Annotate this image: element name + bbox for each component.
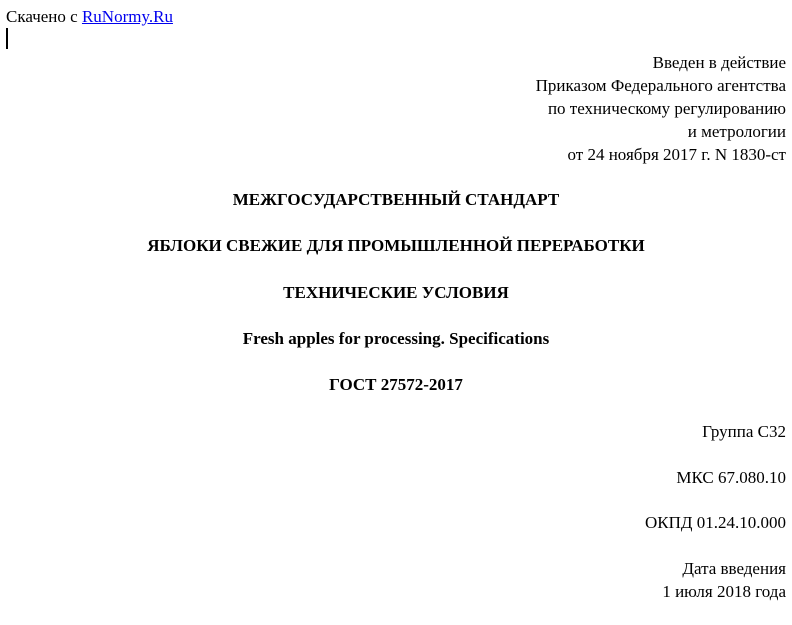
- english-title: Fresh apples for processing. Specifications: [242, 329, 550, 348]
- order-line: Введен в действие: [652, 53, 786, 72]
- standard-subtitle-heading: ТЕХНИЧЕСКИЕ УСЛОВИЯ: [283, 283, 509, 302]
- order-block: [536, 51, 786, 166]
- okpd-code: ОКПД 01.24.10.000: [645, 513, 786, 532]
- order-line: по техническому регулированию: [547, 99, 786, 118]
- order-line: Приказом Федерального агентства: [535, 76, 786, 95]
- order-line: и метрологии: [687, 122, 786, 141]
- effective-date-block: [662, 557, 786, 603]
- mks-code: МКС 67.080.10: [676, 468, 786, 487]
- standard-type-heading: МЕЖГОСУДАРСТВЕННЫЙ СТАНДАРТ: [232, 190, 560, 209]
- order-line: от 24 ноября 2017 г. N 1830-ст: [567, 145, 786, 164]
- text-cursor: [6, 28, 8, 49]
- group-code: Группа С32: [702, 422, 786, 441]
- source-line: [6, 5, 173, 28]
- source-prefix: Скачено с: [6, 7, 78, 26]
- standard-name-heading: ЯБЛОКИ СВЕЖИЕ ДЛЯ ПРОМЫШЛЕННОЙ ПЕРЕРАБОТКИ: [147, 236, 645, 255]
- effective-date-value: 1 июля 2018 года: [662, 582, 786, 601]
- standard-code: ГОСТ 27572-2017: [329, 375, 463, 394]
- effective-date-label: Дата введения: [682, 559, 786, 578]
- source-link[interactable]: RuNormy.Ru: [81, 7, 173, 26]
